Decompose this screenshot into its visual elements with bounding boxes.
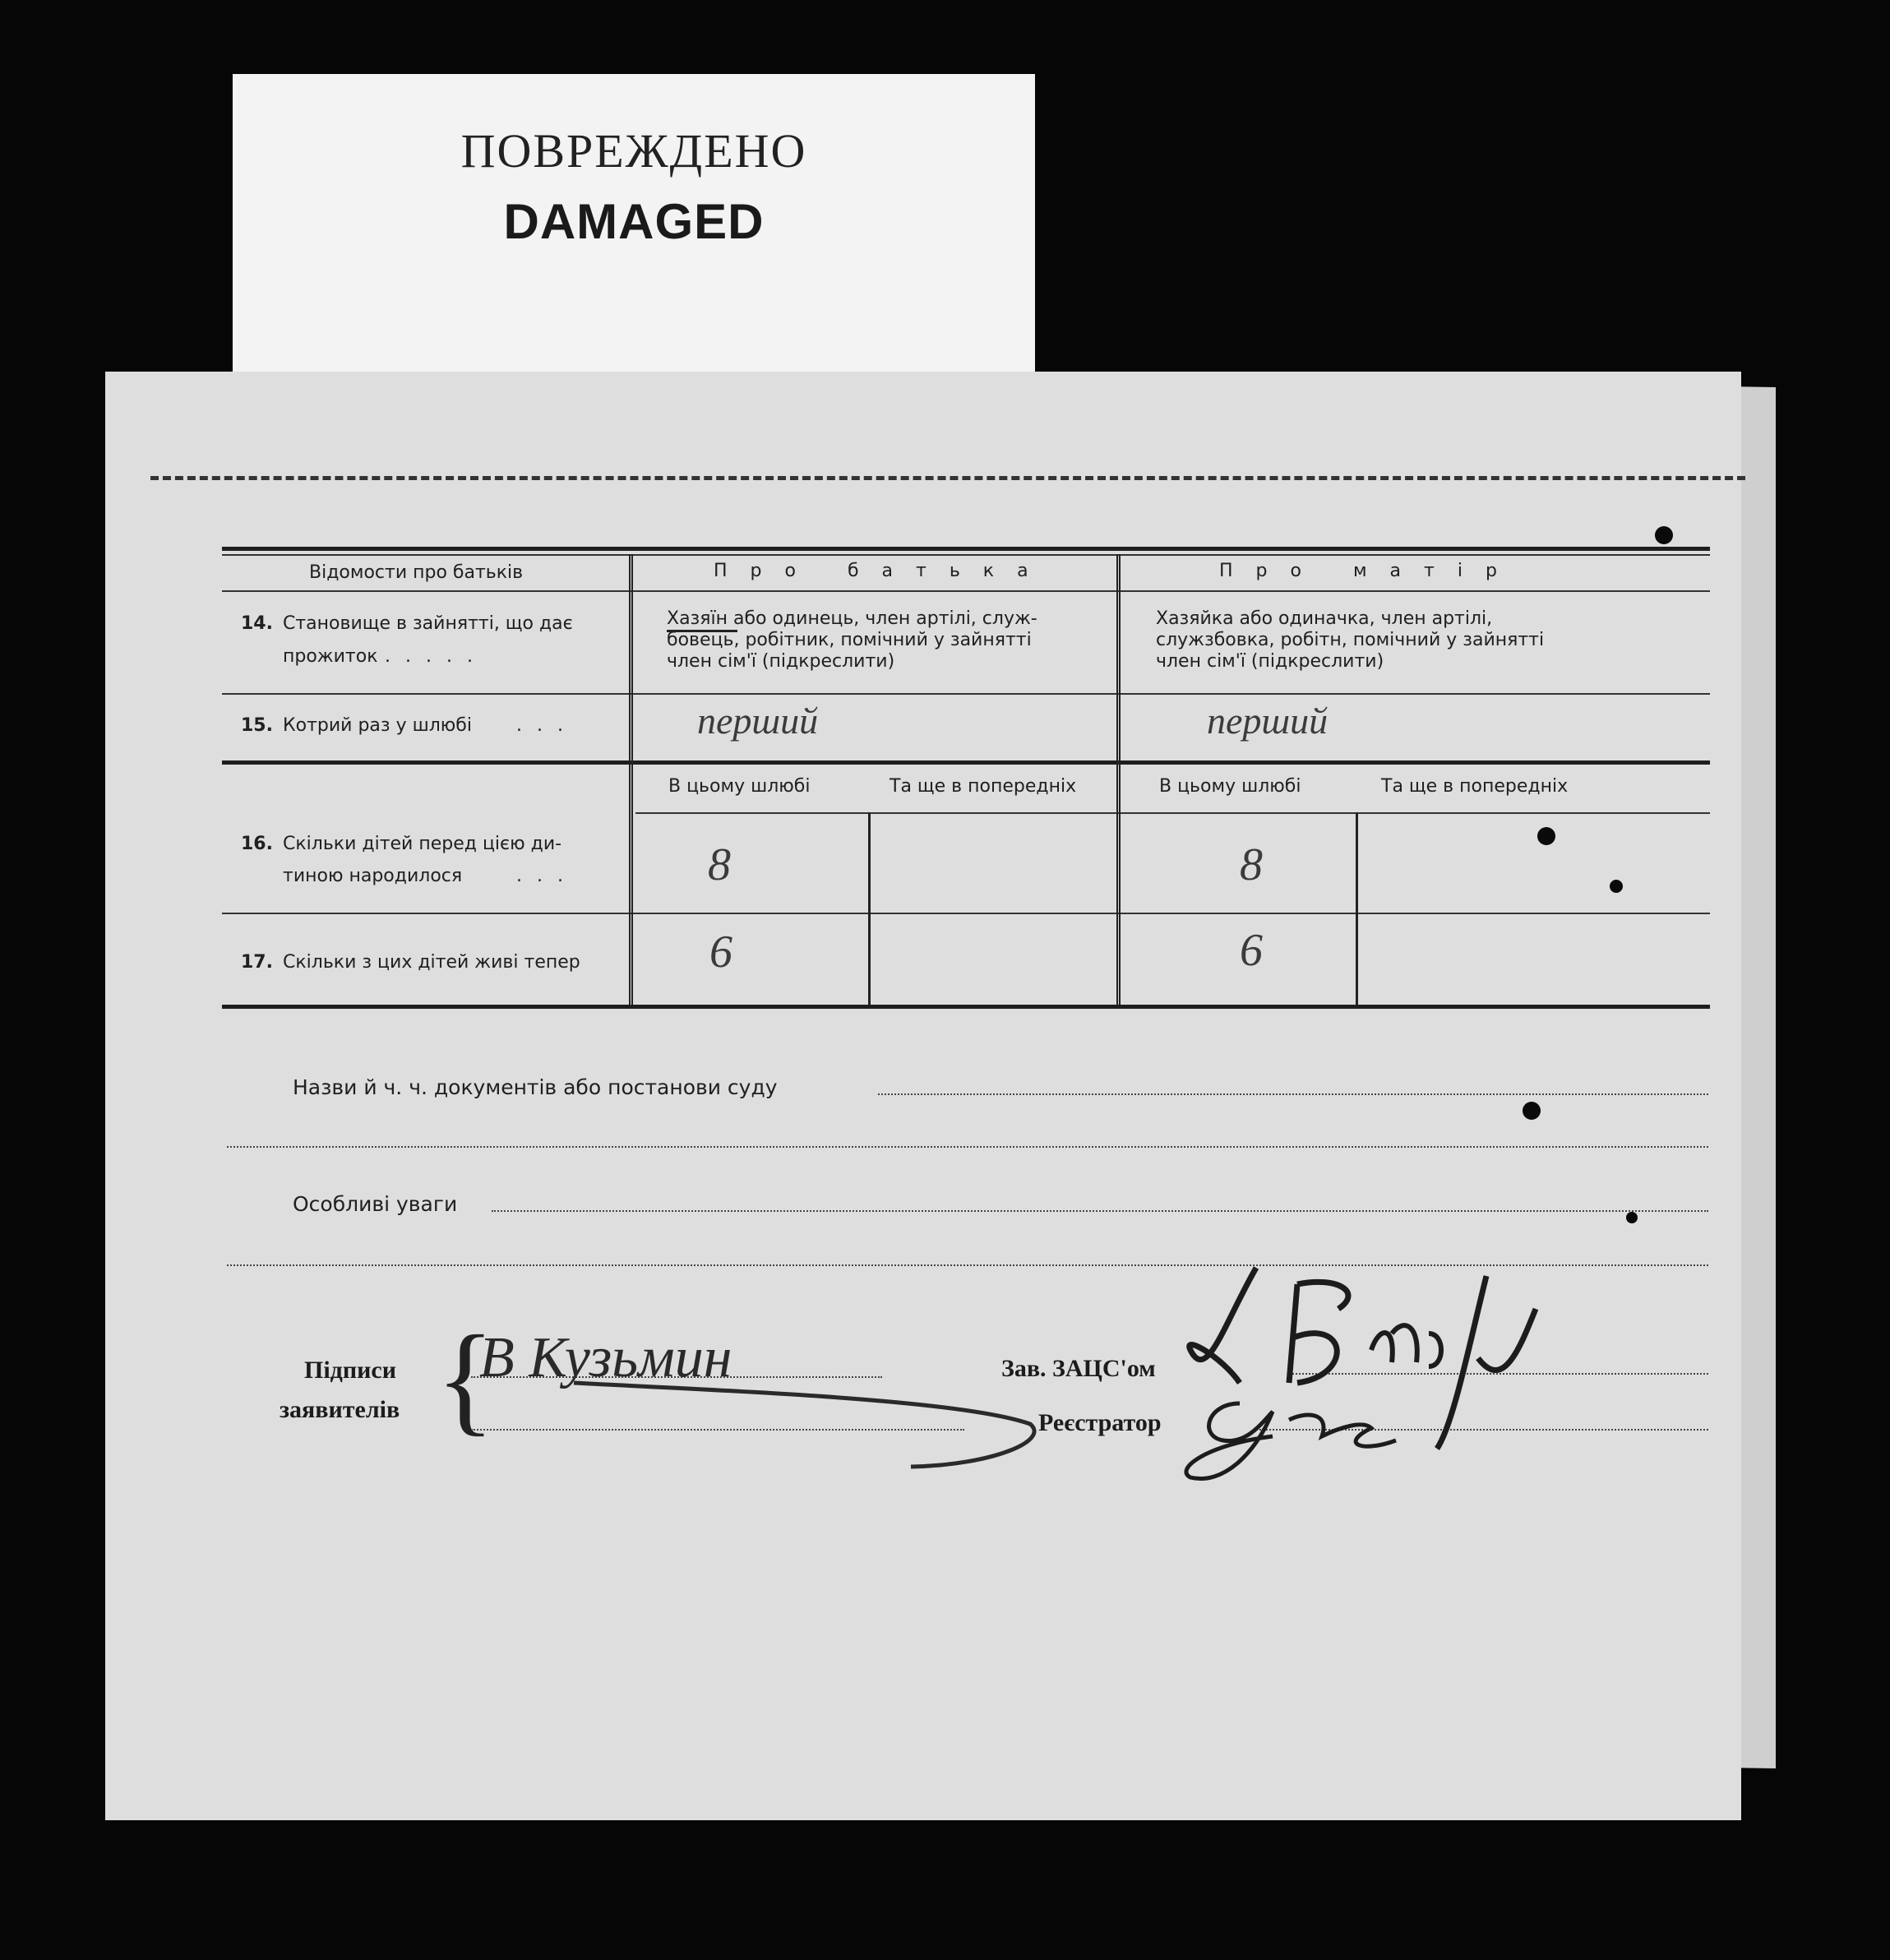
applicant-signature: В Кузьмин bbox=[479, 1326, 732, 1389]
row16-bottom-rule bbox=[222, 913, 1710, 914]
row15-leader: ... bbox=[516, 715, 578, 736]
damage-hole bbox=[1626, 1212, 1638, 1223]
remarks-line-1 bbox=[492, 1210, 1708, 1212]
row16-label-1: Скільки дітей перед цією ди- bbox=[283, 834, 562, 854]
head-label: Зав. ЗАЦС'ом bbox=[1001, 1355, 1156, 1382]
applicant-signature-flourish bbox=[566, 1375, 1059, 1473]
table-vline-mother-sub bbox=[1356, 812, 1358, 1005]
subheader-father-this: В цьому шлюбі bbox=[668, 776, 811, 797]
row16-label-2: тиною народилося bbox=[283, 866, 463, 886]
table-vline-2 bbox=[1116, 554, 1121, 1005]
row17-father-this: 6 bbox=[709, 927, 732, 978]
form-sheet bbox=[105, 372, 1741, 1820]
row17-mother-this: 6 bbox=[1240, 925, 1263, 976]
subheader-mother-this: В цьому шлюбі bbox=[1159, 776, 1301, 797]
registrar-label: Реєстратор bbox=[1038, 1409, 1162, 1436]
row15-num: 15. bbox=[241, 715, 273, 736]
applicants-brace: { bbox=[436, 1311, 495, 1447]
row15-bottom-rule bbox=[222, 760, 1710, 765]
row14-mother-2: служзбовка, робітн, помічний у зайнятті bbox=[1156, 630, 1545, 650]
table-vline-1 bbox=[629, 554, 633, 1005]
header-father: Про батька bbox=[714, 561, 1051, 581]
row15-mother-value: перший bbox=[1207, 700, 1329, 742]
row16-father-this: 8 bbox=[708, 839, 731, 890]
row14-father-1: Хазяїн або одинець, член артілі, служ- bbox=[667, 608, 1037, 629]
row16-leader: ... bbox=[516, 866, 578, 886]
header-col0: Відомости про батьків bbox=[309, 562, 524, 583]
damaged-label-card bbox=[233, 74, 1035, 391]
table-vline-father-sub bbox=[868, 812, 871, 1005]
row14-father-3: член сім'ї (підкреслити) bbox=[667, 651, 895, 672]
row16-num: 16. bbox=[241, 834, 273, 854]
table-top-rule bbox=[222, 547, 1710, 551]
row14-num: 14. bbox=[241, 613, 273, 634]
row14-leader: ..... bbox=[385, 646, 488, 667]
damage-hole bbox=[1537, 827, 1555, 845]
header-bottom-rule bbox=[222, 590, 1710, 592]
table-bottom-rule bbox=[222, 1005, 1710, 1009]
row14-bottom-rule bbox=[222, 693, 1710, 695]
row16-mother-this: 8 bbox=[1240, 839, 1263, 890]
perforation-line bbox=[150, 476, 1745, 480]
row14-father-underline bbox=[667, 630, 737, 632]
header-mother: Про матір bbox=[1219, 561, 1520, 581]
damage-hole bbox=[1523, 1102, 1541, 1120]
registrar-signature bbox=[1174, 1387, 1470, 1494]
row17-num: 17. bbox=[241, 952, 273, 973]
damaged-label-en: DAMAGED bbox=[503, 194, 765, 249]
row14-label-1: Становище в зайнятті, що дає bbox=[283, 613, 573, 634]
row17-label: Скільки з цих дітей живі тепер bbox=[283, 952, 580, 973]
row14-mother-1: Хазяйка або одиначка, член артілі, bbox=[1156, 608, 1493, 629]
row14-father-2: бовець, робітник, помічний у зайнятті bbox=[667, 630, 1032, 650]
documents-line-1 bbox=[878, 1093, 1708, 1095]
row14-mother-3: член сім'ї (підкреслити) bbox=[1156, 651, 1384, 672]
applicants-label-1: Підписи bbox=[304, 1357, 397, 1384]
damaged-label-ru: ПОВРЕЖДЕНО bbox=[460, 124, 807, 178]
row15-father-value: перший bbox=[697, 700, 819, 742]
documents-label: Назви й ч. ч. документів або постанови суду bbox=[293, 1075, 778, 1099]
remarks-label: Особливі уваги bbox=[293, 1192, 458, 1216]
subheader-bottom-rule bbox=[635, 812, 1710, 814]
damage-hole bbox=[1610, 880, 1623, 893]
subheader-mother-prev: Та ще в попередніх bbox=[1381, 776, 1569, 797]
row14-label-2: прожиток bbox=[283, 646, 378, 667]
documents-line-2 bbox=[227, 1146, 1708, 1148]
applicants-label-2: заявителів bbox=[280, 1396, 400, 1423]
row15-label: Котрий раз у шлюбі bbox=[283, 715, 472, 736]
subheader-father-prev: Та ще в попередніх bbox=[890, 776, 1077, 797]
table-top-rule-2 bbox=[222, 554, 1710, 556]
damage-hole bbox=[1655, 526, 1673, 544]
